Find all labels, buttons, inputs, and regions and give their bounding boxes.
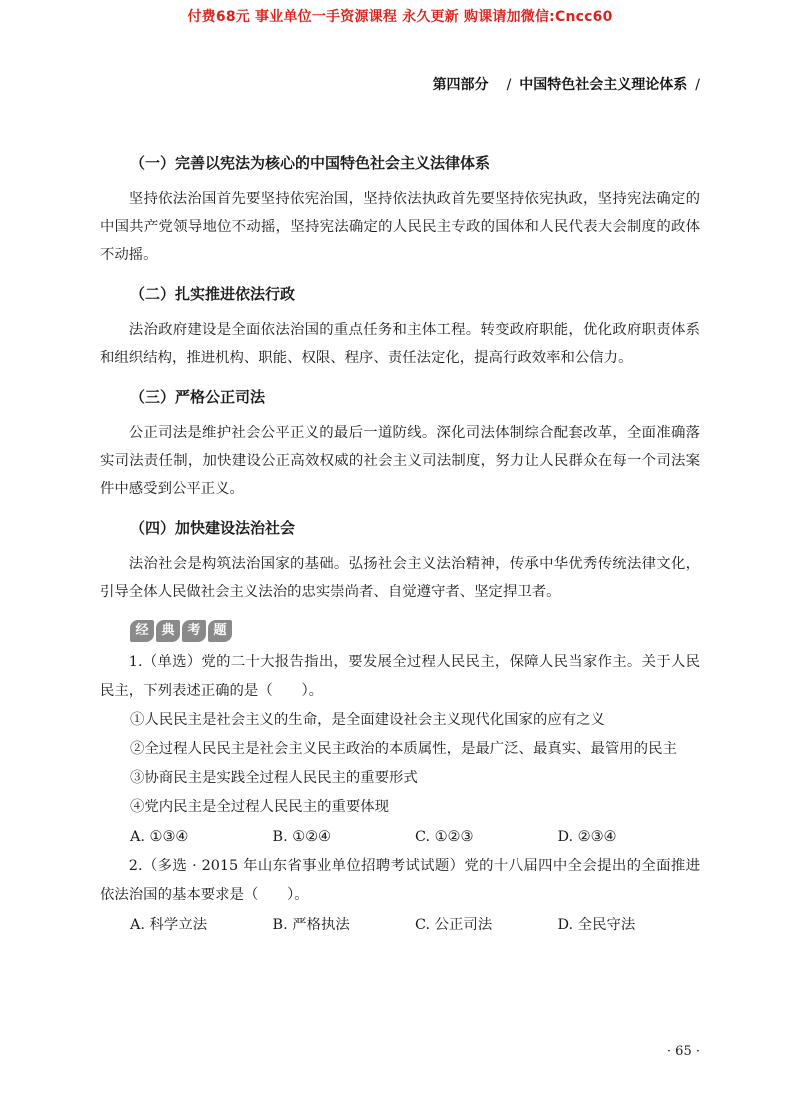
section-heading: （三）严格公正司法 (130, 388, 266, 406)
section-2 (100, 279, 700, 372)
option-c: C. 公正司法 (415, 917, 493, 933)
section-body: 法治政府建设是全面依法治国的重点任务和主体工程。转变政府职能，优化政府职责体系和组织结构，推进机构、职能、权限、程序、责任法定化，提高行政效率和公信力。 (100, 322, 700, 366)
section-heading: （一）完善以宪法为核心的中国特色社会主义法律体系 (130, 154, 491, 172)
header-title: 中国特色社会主义理论体系 (519, 77, 688, 93)
section-body: 公正司法是维护社会公平正义的最后一道防线。深化司法体制综合配套改革，全面准确落实司法责任制，加快建设公正高效权威的社会主义司法制度，努力让人民群众在每一个司法案件中感受到公平正义。 (100, 425, 700, 497)
section-3 (100, 382, 700, 503)
question-item: ②全过程人民民主是社会主义民主政治的本质属性，是最广泛、最真实、最管用的民主 (130, 741, 677, 757)
page-content (100, 148, 700, 940)
option-a: A. 科学立法 (130, 917, 208, 933)
option-b: B. ①②④ (272, 829, 331, 845)
question-item: ④党内民主是全过程人民民主的重要体现 (130, 799, 390, 815)
watermark-text: 付费68元 事业单位一手资源课程 永久更新 购课请加微信:Cncc60 (187, 9, 613, 25)
question-item: ①人民民主是社会主义的生命，是全面建设社会主义现代化国家的应有之义 (130, 712, 605, 728)
answer-options (100, 910, 700, 940)
badge-char: 题 (208, 620, 232, 642)
page-number: · 65 · (666, 1044, 700, 1059)
question-stem: 2.（多选 · 2015 年山东省事业单位招聘考试试题）党的十八届四中全会提出的全面推进依法治国的基本要求是（ ）。 (100, 858, 700, 903)
section-4 (100, 513, 700, 606)
option-c: C. ①②③ (415, 829, 474, 845)
question-1 (100, 648, 700, 852)
section-body: 法治社会是构筑法治国家的基础。弘扬社会主义法治精神，传承中华优秀传统法律文化，引导全体人民做社会主义法治的忠实崇尚者、自觉遵守者、坚定捍卫者。 (100, 556, 700, 600)
option-a: A. ①③④ (130, 829, 189, 845)
badge-char: 经 (130, 620, 154, 642)
section-body: 坚持依法治国首先要坚持依宪治国，坚持依法执政首先要坚持依宪执政，坚持宪法确定的中国共产党领导地位不动摇，坚持宪法确定的人民民主专政的国体和人民代表大会制度的政体不动摇。 (100, 191, 700, 263)
question-stem: 1.（单选）党的二十大报告指出，要发展全过程人民民主，保障人民当家作主。关于人民民主，下列表述正确的是（ ）。 (100, 654, 700, 699)
badge-char: 考 (182, 620, 206, 642)
option-d: D. 全民守法 (557, 917, 636, 933)
question-2 (100, 852, 700, 940)
header-part: 第四部分 (432, 77, 489, 93)
section-1 (100, 148, 700, 269)
section-heading: （四）加快建设法治社会 (130, 519, 296, 537)
header-slash-end: / (695, 77, 700, 93)
running-header (433, 74, 700, 94)
section-heading: （二）扎实推进依法行政 (130, 285, 296, 303)
option-d: D. ②③④ (557, 829, 617, 845)
option-b: B. 严格执法 (272, 917, 350, 933)
answer-options (100, 822, 700, 852)
header-slash: / (506, 77, 512, 93)
classic-exam-badge (130, 620, 232, 642)
badge-char: 典 (156, 620, 180, 642)
question-item: ③协商民主是实践全过程人民民主的重要形式 (130, 770, 418, 786)
